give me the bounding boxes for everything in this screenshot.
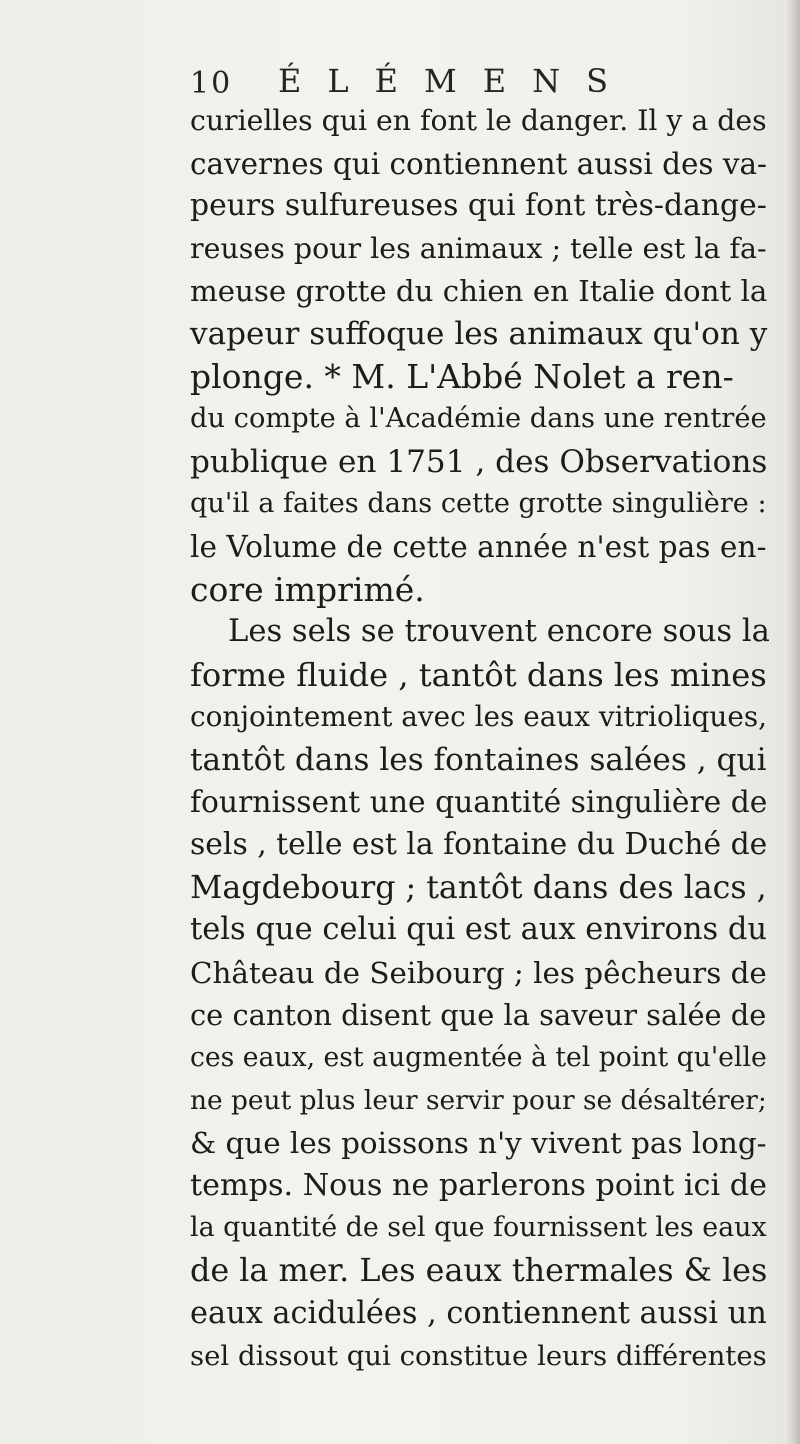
text-line: fournissent une quantité singulière de: [190, 784, 768, 820]
text-line: meuse grotte du chien en Italie dont la: [190, 274, 768, 309]
text-line: ces eaux, est augmentée à tel point qu'elle: [190, 1042, 767, 1074]
text-line: de la mer. Les eaux thermales & les: [190, 1252, 768, 1290]
text-line: publique en 1751 , des Observations: [190, 443, 768, 480]
text-line: temps. Nous ne parlerons point ici de: [190, 1167, 767, 1203]
page-number: 10: [190, 66, 233, 101]
section-title: ÉLÉMENS: [278, 62, 635, 100]
text-line: qu'il a faites dans cette grotte singulière :: [190, 488, 767, 520]
text-line: Magdebourg ; tantôt dans des lacs ,: [190, 869, 767, 906]
text-line: la quantité de sel que fournissent les eaux: [190, 1212, 767, 1244]
text-line: sels , telle est la fontaine du Duché de: [190, 827, 768, 863]
text-line: plonge. * M. L'Abbé Nolet a ren-: [190, 356, 734, 396]
text-line: tels que celui qui est aux environs du: [190, 912, 768, 948]
text-line: tantôt dans les fontaines salées , qui: [190, 741, 767, 778]
text-line: peurs sulfureuses qui font très-dange-: [190, 188, 767, 224]
text-line: & que les poissons n'y vivent pas long-: [190, 1126, 767, 1161]
text-line: eaux acidulées , contiennent aussi un: [190, 1295, 767, 1331]
text-line: reuses pour les animaux ; telle est la fa-: [190, 231, 767, 265]
text-line: curielles qui en font le danger. Il y a des: [190, 104, 767, 137]
text-line: ce canton disent que la saveur salée de: [190, 998, 767, 1033]
paragraph-start-line: Les sels se trouvent encore sous la: [228, 614, 770, 650]
text-line: du compte à l'Académie dans une rentrée: [190, 403, 767, 435]
text-line: sel dissout qui constitue leurs différentes: [190, 1340, 767, 1373]
text-line: core imprimé.: [190, 569, 425, 609]
body-text: [190, 100, 770, 1378]
text-line: Château de Seibourg ; les pêcheurs de: [190, 955, 767, 990]
text-line: forme fluide , tantôt dans les mines: [190, 655, 767, 694]
text-line: vapeur suffoque les animaux qu'on y: [190, 315, 768, 352]
text-line: ne peut plus leur servir pour se désaltérer;: [190, 1084, 767, 1116]
text-line: conjointement avec les eaux vitrioliques,: [190, 700, 768, 734]
page-edge-shadow: [786, 0, 800, 1444]
text-line: cavernes qui contiennent aussi des va-: [190, 146, 767, 181]
text-line: le Volume de cette année n'est pas en-: [190, 529, 767, 564]
